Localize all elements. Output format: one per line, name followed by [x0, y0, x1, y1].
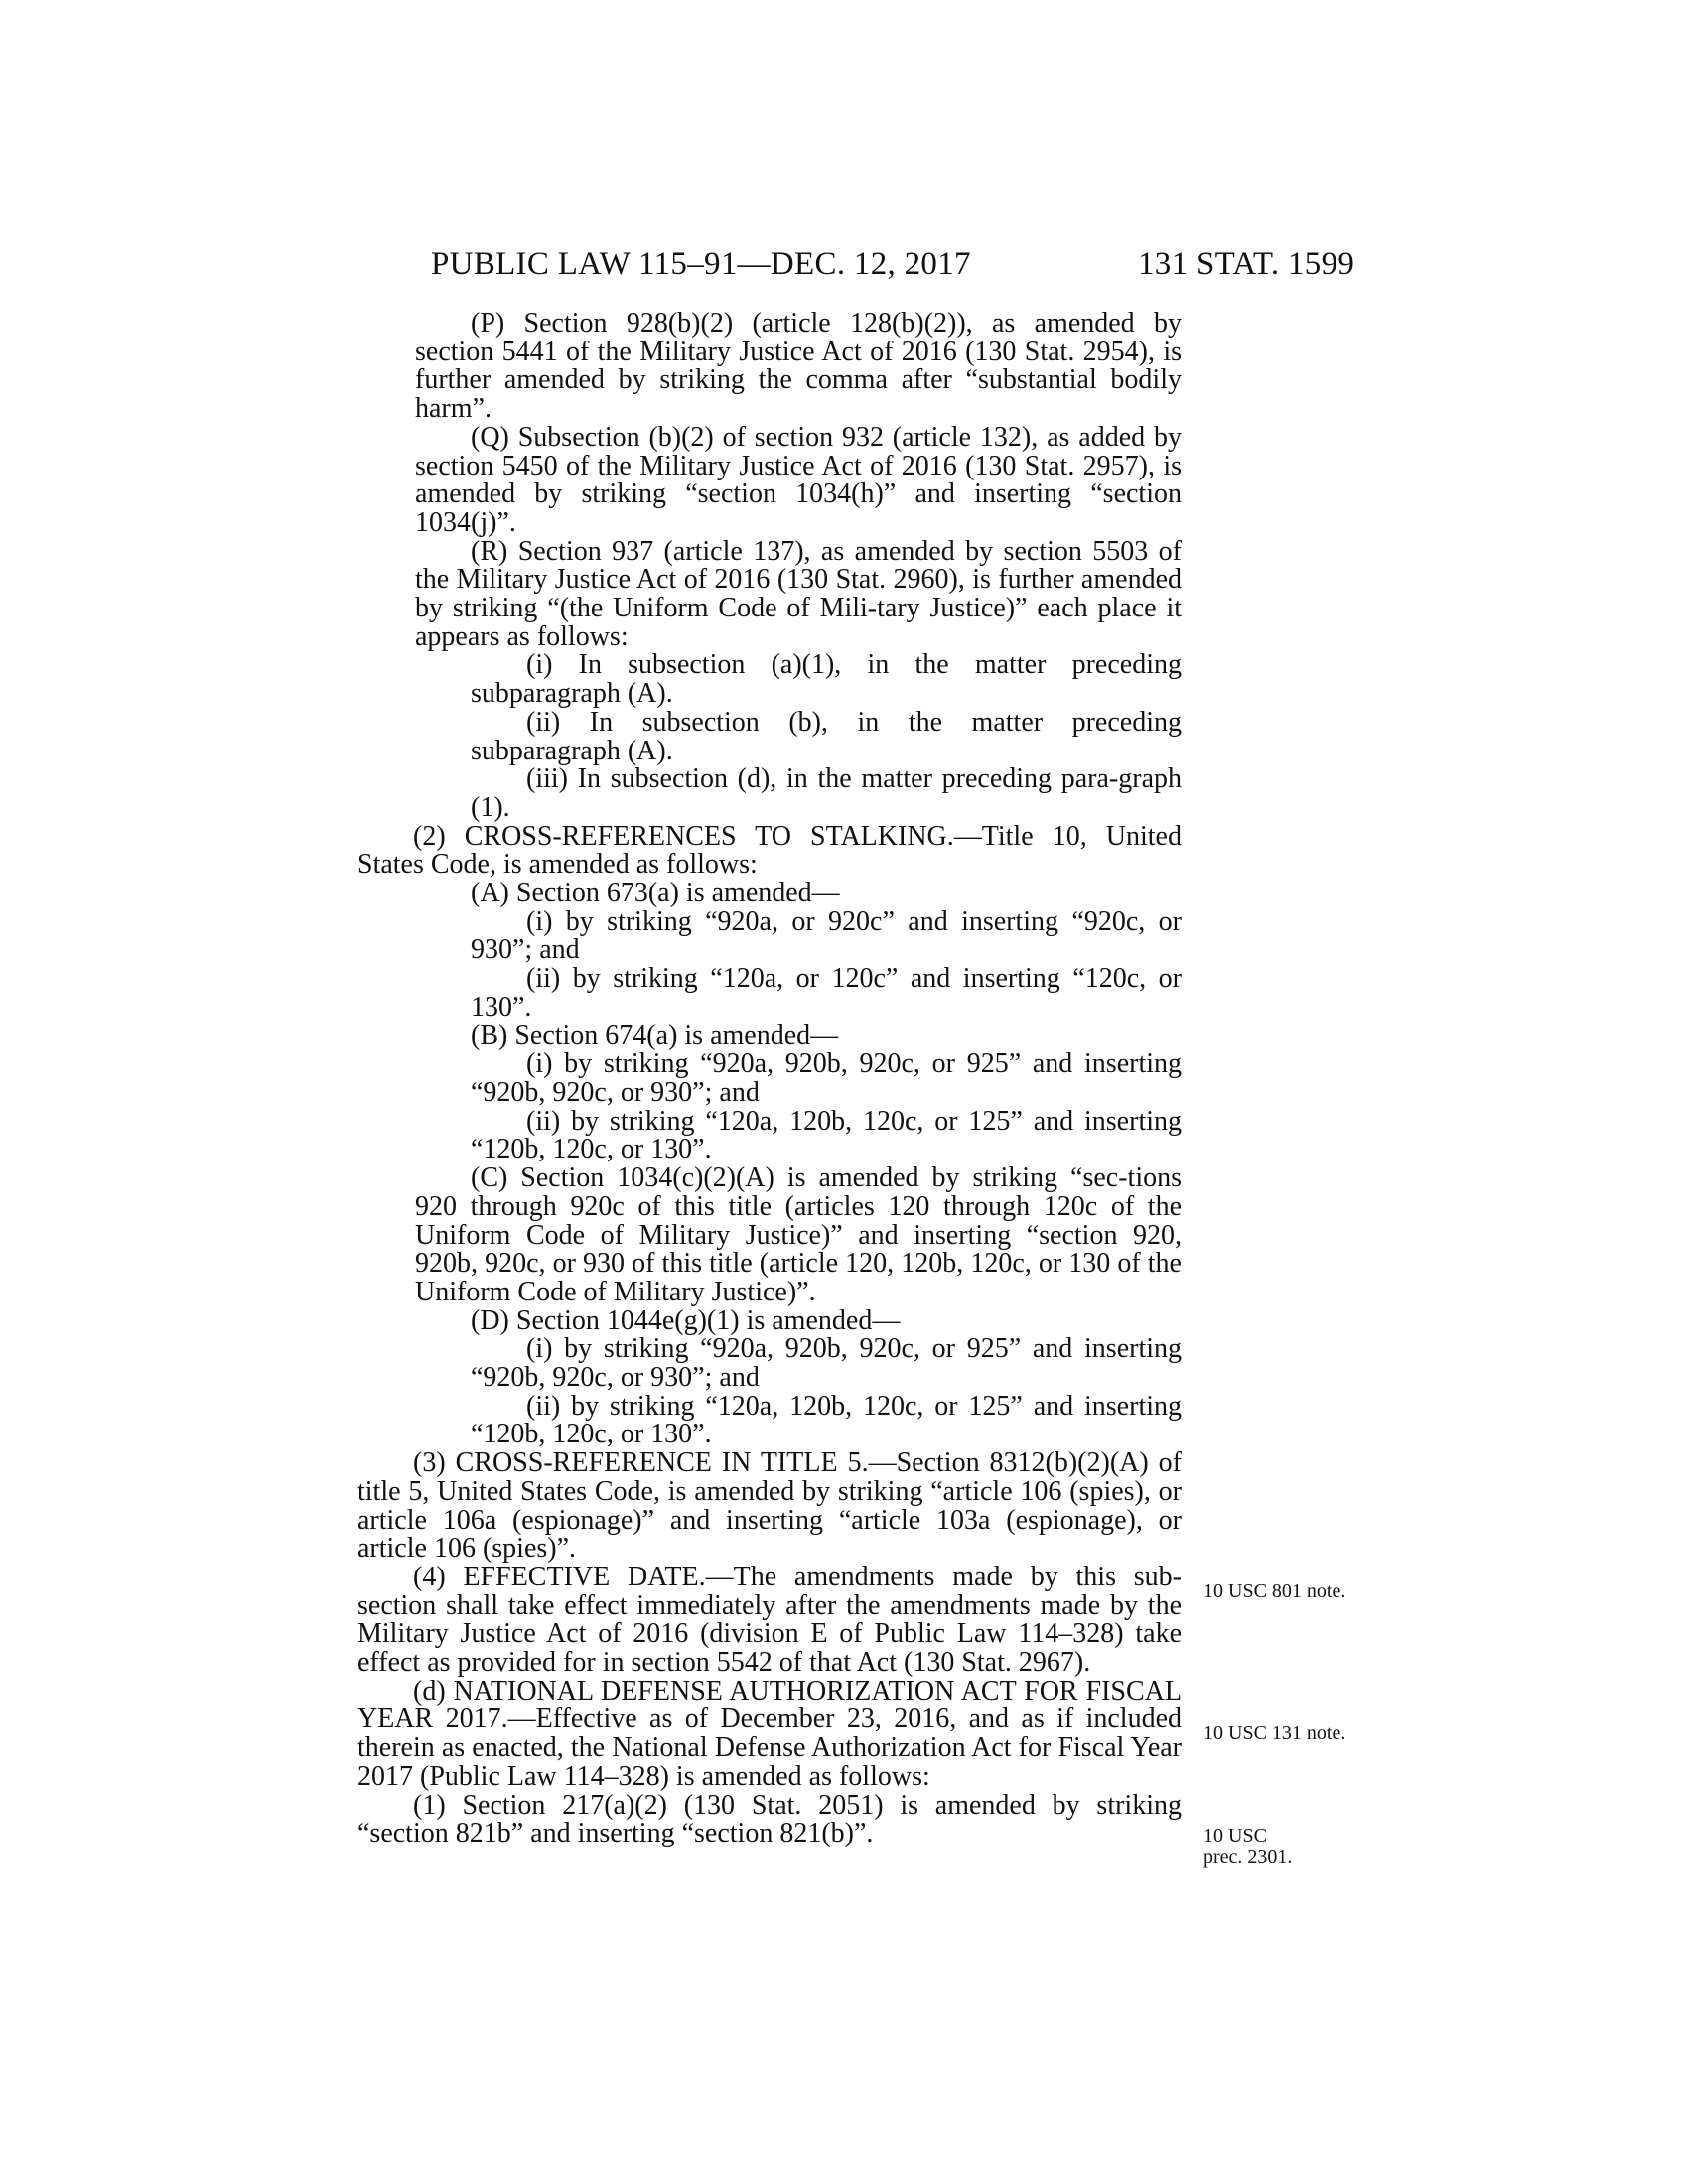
paragraph-d1: (1) Section 217(a)(2) (130 Stat. 2051) is amended by striking “section 821b” and inserting “section 821(b)”.: [357, 1789, 1182, 1849]
clause-2D-i: (i) by striking “920a, 920b, 920c, or 925” and inserting “920b, 920c, or 930”; and: [471, 1333, 1182, 1394]
document-body: [357, 310, 1182, 1848]
paragraph-Q: (Q) Subsection (b)(2) of section 932 (article 132), as added by section 5450 of the Military Justice Act of 2016 (130 Stat. 2957), is amended by striking “section 1034(h)” and inserting “section 1034(j)”.: [415, 421, 1182, 538]
clause-2B-i: (i) by striking “920a, 920b, 920c, or 925” and inserting “920b, 920c, or 930”; and: [471, 1048, 1182, 1108]
subsection-d-ndaa-fy2017: (d) NATIONAL DEFENSE AUTHORIZATION ACT FOR FISCAL YEAR 2017.—Effective as of December 23, 2016, and as if included therein as enacted, the National Defense Authorization Act for Fiscal Year 2017 (Public Law 114–328) is amended as follows:: [357, 1675, 1182, 1792]
paragraph-2-cross-references-stalking: (2) CROSS-REFERENCES TO STALKING.—Title 10, United States Code, is amended as follows:: [357, 820, 1182, 881]
paragraph-3-cross-reference-title-5: (3) CROSS-REFERENCE IN TITLE 5.—Section 8312(b)(2)(A) of title 5, United States Code, is amended by striking “article 106 (spies), or article 106a (espionage)” and inserting “article 103a (espionage), or article 106 (spies)”.: [357, 1447, 1182, 1565]
clause-R-i: (i) In subsection (a)(1), in the matter preceding subparagraph (A).: [471, 649, 1182, 710]
clause-R-iii: (iii) In subsection (d), in the matter preceding para-graph (1).: [471, 763, 1182, 823]
margin-note-usc-prec-2301-line2: prec. 2301.: [1203, 1846, 1293, 1868]
margin-note-usc-131: 10 USC 131 note.: [1203, 1722, 1346, 1744]
running-header-page-number: 131 STAT. 1599: [1138, 246, 1355, 282]
clause-2B-ii: (ii) by striking “120a, 120b, 120c, or 125” and inserting “120b, 120c, or 130”.: [471, 1105, 1182, 1165]
paragraph-R: (R) Section 937 (article 137), as amended by section 5503 of the Military Justice Act of 2016 (130 Stat. 2960), is further amended by striking “(the Uniform Code of Mili-tary Justice)” each place it appears as follows:: [415, 535, 1182, 652]
clause-2A-ii: (ii) by striking “120a, or 120c” and inserting “120c, or 130”.: [471, 963, 1182, 1023]
clause-R-ii: (ii) In subsection (b), in the matter preceding subparagraph (A).: [471, 706, 1182, 766]
subparagraph-2B: (B) Section 674(a) is amended—: [471, 1020, 839, 1051]
paragraph-P: (P) Section 928(b)(2) (article 128(b)(2)), as amended by section 5441 of the Military Justice Act of 2016 (130 Stat. 2954), is further amended by striking the comma after “substantial bodily harm”.: [415, 308, 1182, 425]
paragraph-4-effective-date: (4) EFFECTIVE DATE.—The amendments made by this sub-section shall take effect immediately after the amendments made by the Military Justice Act of 2016 (division E of Public Law 114–328) take effect as provided for in section 5542 of that Act (130 Stat. 2967).: [357, 1561, 1182, 1679]
clause-2D-ii: (ii) by striking “120a, 120b, 120c, or 125” and inserting “120b, 120c, or 130”.: [471, 1390, 1182, 1450]
subparagraph-2D: (D) Section 1044e(g)(1) is amended—: [471, 1304, 901, 1336]
margin-note-usc-prec-2301-line1: 10 USC: [1203, 1825, 1267, 1846]
margin-note-usc-801: 10 USC 801 note.: [1203, 1580, 1346, 1602]
running-header-title: PUBLIC LAW 115–91—DEC. 12, 2017: [431, 246, 971, 282]
clause-2A-i: (i) by striking “920a, or 920c” and inserting “920c, or 930”; and: [471, 905, 1182, 966]
subparagraph-2A: (A) Section 673(a) is amended—: [471, 878, 840, 909]
subparagraph-2C: (C) Section 1034(c)(2)(A) is amended by striking “sec-tions 920 through 920c of this title (articles 120 through 120c of the Uniform Code of Military Justice)” and inserting “section 920, 920b, 920c, or 930 of this title (article 120, 120b, 120c, or 130 of the Uniform Code of Military Justice)”.: [415, 1162, 1182, 1307]
